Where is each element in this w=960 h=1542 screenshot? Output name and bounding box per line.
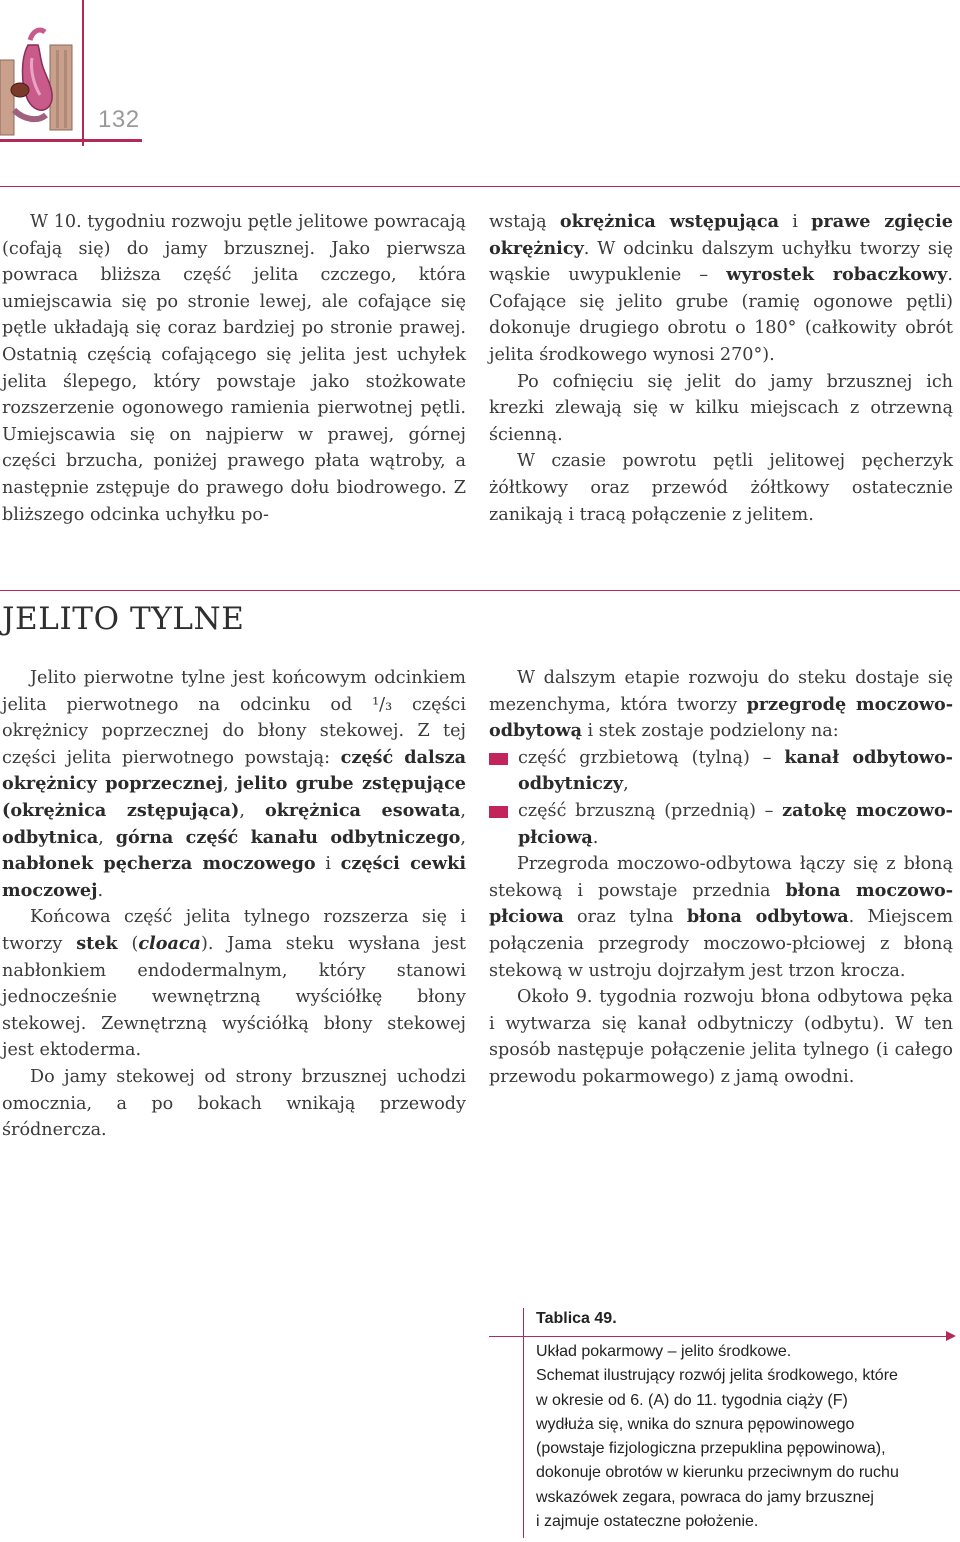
section-rule xyxy=(0,590,960,591)
top-rule xyxy=(0,186,960,187)
caption-body xyxy=(536,1340,956,1534)
caption-title: Tablica 49. xyxy=(536,1310,617,1327)
caption-vertical-rule xyxy=(523,1308,524,1538)
bullet-square-icon xyxy=(489,753,508,765)
intro-right-paragraph-1: wstają okrężnica wstępująca i prawe zgięcie okrężnicy. W odcinku dalszym uchyłku tworzy się wąskie uwypuklenie – wyrostek robaczkowy. Cofające się jelito grube (ramię ogonowe pętli) dokonuje drugiego obrotu o 180° (całkowity obrót jelita środkowego wynosi 270°). xyxy=(489,211,953,365)
list-item: część grzbietową (tylną) – kanał odbytowo-odbytniczy, xyxy=(489,745,953,798)
section-right-column xyxy=(489,665,953,1091)
section-right-paragraph-3: Około 9. tygodnia rozwoju błona odbytowa pęka i wytwarza się kanał odbytniczy (odbytu). W ten sposób następuje połączenie jelita tylnego (i całego przewodu pokarmowego) z jamą owodni. xyxy=(489,987,953,1087)
caption-line: wydłuża się, wnika do sznura pępowinowego xyxy=(536,1415,855,1433)
caption-line: i zajmuje ostateczne położenie. xyxy=(536,1513,759,1531)
list-item: część brzuszną (przednią) – zatokę moczowo-płciową. xyxy=(489,798,953,851)
section-left-paragraph-2: Końcowa część jelita tylnego rozszerza się i tworzy stek (cloaca). Jama steku wysłana jest nabłonkiem endodermalnym, który stanowi jednocześnie wewnętrzną wyściółkę błony stekowej. Zewnętrzną wyściółką błony stekowej jest ektoderma. xyxy=(2,907,466,1061)
intro-right-column xyxy=(489,209,953,528)
caption-line: Układ pokarmowy – jelito środkowe. xyxy=(536,1343,792,1360)
caption-line: (powstaje fizjologiczna przepuklina pępowinowa), xyxy=(536,1440,886,1458)
intro-right-paragraph-2: Po cofnięciu się jelit do jamy brzusznej ich krezki zlewają się w kilku miejscach z otrzewną ścienną. xyxy=(489,371,953,445)
intro-right-paragraph-3: W czasie powrotu pętli jelitowej pęcherzyk żółtkowy oraz przewód żółtkowy ostatecznie zanikają i tracą połączenie z jelitem. xyxy=(489,451,953,525)
page-number: 132 xyxy=(98,106,140,133)
caption-line: w okresie od 6. (A) do 11. tygodnia ciąży (F) xyxy=(536,1391,848,1409)
section-left-paragraph-3: Do jamy stekowej od strony brzusznej uchodzi omocznia, a po bokach wnikają przewody śródnercza. xyxy=(2,1066,466,1141)
intro-left-column xyxy=(2,209,466,528)
section-left-paragraph-1: Jelito pierwotne tylne jest końcowym odcinkiem jelita pierwotnego na odcinku od ¹/₃ części okrężnicy poprzecznej do błony stekowej. Z tej części jelita pierwotnego powstają: część dalsza okrężnicy poprzecznej, jelito grube zstępujące (okrężnica zstępująca), okrężnica esowata, odbytnica, górna część kanału odbytniczego, nabłonek pęcherza moczowego i części cewki moczowej. xyxy=(2,668,467,901)
caption-horizontal-rule xyxy=(489,1336,951,1337)
organ-illustration-icon xyxy=(0,0,82,140)
caption-line: wskazówek zegara, powraca do jamy brzusznej xyxy=(536,1488,874,1506)
caption-line: dokonuje obrotów w kierunku przeciwnym do ruchu xyxy=(536,1464,899,1482)
header-divider xyxy=(82,0,84,146)
intro-left-paragraph: W 10. tygodniu rozwoju pętle jelitowe powracają (cofają się) do jamy brzusznej. Jako pierwsza powraca bliższa część jelita czczego, która umiejscawia się po stronie lewej, ale cofające się pętle układają się coraz bardziej po stronie prawej. Ostatnią częścią cofającego się jelita jest uchyłek jelita ślepego, który powstaje jako stożkowate rozszerzenie ogonowego ramienia pierwotnej pętli. Umiejscawia się on najpierw w prawej, górnej części brzucha, poniżej prawego płata wątroby, a następnie zstępuje do prawego dołu biodrowego. Z bliższego odcinka uchyłku po- xyxy=(2,212,466,525)
section-right-paragraph-1: W dalszym etapie rozwoju do steku dostaje się mezenchyma, która tworzy przegrodę moczowo-odbytową i stek zostaje podzielony na: xyxy=(489,668,953,742)
section-right-paragraph-2: Przegroda moczowo-odbytowa łączy się z błoną stekową i powstaje przednia błona moczowo-płciowa oraz tylna błona odbytowa. Miejscem połączenia przegrody moczowo-płciowej z błoną stekową w ustroju dojrzałym jest trzon krocza. xyxy=(489,854,954,981)
bullet-square-icon xyxy=(489,806,508,818)
header-underline xyxy=(0,139,142,142)
section-left-column xyxy=(2,665,466,1144)
section-title: JELITO TYLNE xyxy=(2,601,245,637)
caption-line: Schemat ilustrujący rozwój jelita środkowego, które xyxy=(536,1367,898,1385)
